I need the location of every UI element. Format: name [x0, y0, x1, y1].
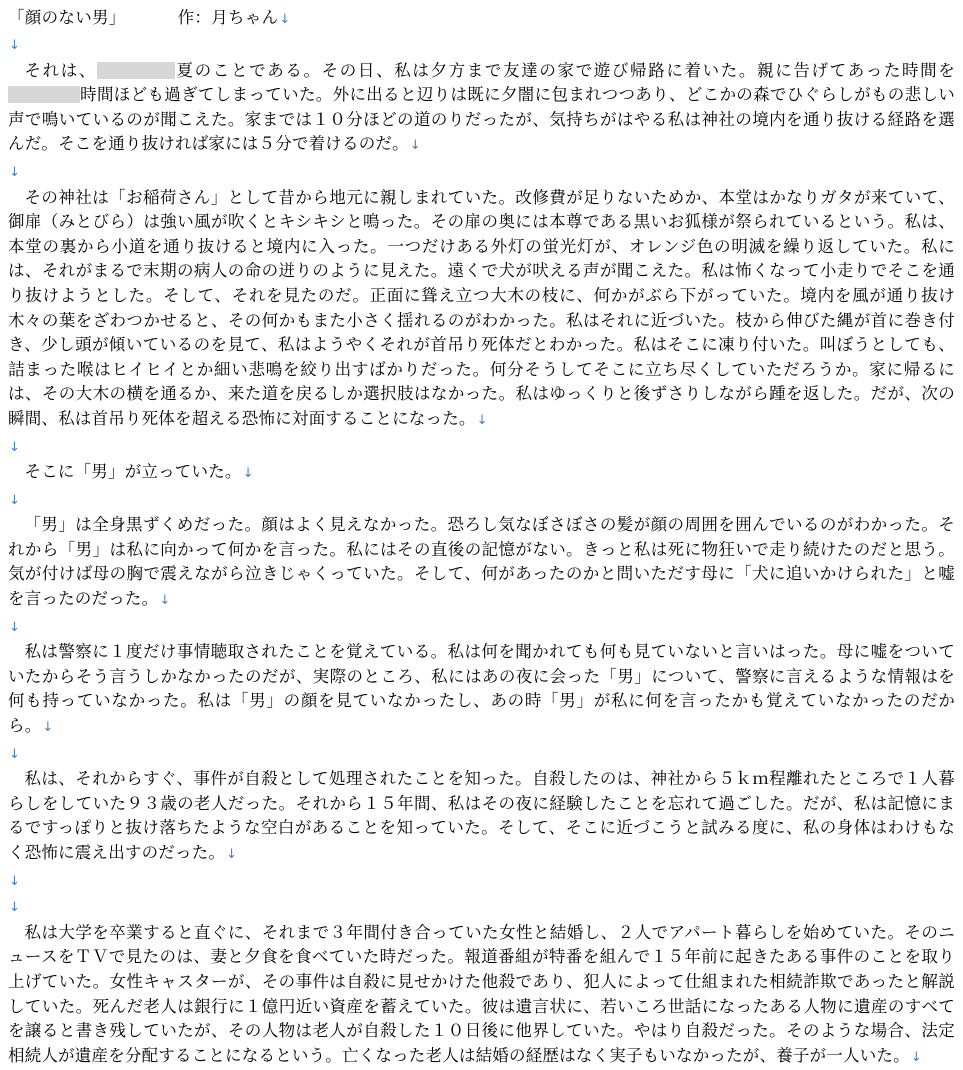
paragraph-mark-icon: ↓ [159, 593, 171, 609]
paragraph-mark-icon: ↓ [9, 746, 20, 762]
text-run: 「男」は全身黒ずくめだった。顔はよく見えなかった。恐ろし気なぼさぼさの髪が顔の周囲を囲んでいるのがわかった。それから「男」は私に向かって何かを言った。私にはその直後の記憶がない。きっと私は死に物狂いで走り続けたのだと思う。気が付けば母の胸で震えながら泣きじゃくっていた。そして、何があったのかと問いただす母に「犬に追いかけられた」と嘘を言ったのだった。 [8, 515, 955, 609]
text-run: 時間ほども過ぎてしまっていた。外に出ると辺りは既に夕闇に包まれつつあり、どこかの森でひぐらしがもの悲しい声で鳴いているのが聞こえた。家までは１０分ほどの道のりだったが、気持ちがはやる私は神社の境内を通り抜ける経路を選んだ。そこを通り抜ければ家には５分で着けるのだ。 [8, 85, 955, 154]
paragraph-mark-icon: ↓ [226, 847, 238, 862]
text-run: 私は、それからすぐ、事件が自殺として処理されたことを知った。自殺したのは、神社から５ｋｍ程離れたところで１人暮らしをしていた９３歳の老人だった。それから１５年間、私はその夜に経験したことを忘れて過ごした。だが、私は記憶にまるですっぽりと抜け落ちたような空白があることを知っていた。そして、そこに近づこうと試みる度に、私の身体はわけもなく恐怖に震え出すのだった。 [8, 769, 955, 862]
redaction-block [8, 86, 80, 103]
redaction-block [97, 62, 175, 79]
paragraph-mark-icon: ↓ [9, 439, 20, 455]
text-run: 私は警察に１度だけ事情聴取されたことを覚えている。私は何を聞かれても何も見ていないと言いはった。母に嘘をついていたからそう言うしかなかったのだが、実際のところ、私にはあの夜に会った「男」について、警察に言えるような情報はを何も持っていなかった。私は「男」の顔を見ていなかったし、あの時「男」が私に何を言ったかも覚えていなかったのだから。 [8, 642, 955, 736]
paragraph-mark-icon: ↓ [476, 412, 488, 428]
paragraph-6 [8, 767, 955, 867]
text-run: 夏のことである。その日、私は夕方まで友達の家で遊び帰路に着いた。親に告げてあった時間を [175, 60, 955, 80]
paragraph-mark-icon: ↓ [9, 900, 20, 916]
paragraph-mark-icon: ↓ [242, 466, 254, 482]
text-run: その神社は「お稲荷さん」として昔から地元に親しまれていた。改修費が足りないためか、本堂はかなりガタが来ていて、御扉（みとびら）は強い風が吹くとキシキシと鳴った。その扉の奥には本尊である黒いお狐様が祭られているという。私は、本堂の裏から小道を通り抜けると境内に入った。一つだけある外灯の蛍光灯が、オレンジ色の明滅を繰り返していた。私には、それがまるで末期の病人の命の迸りのように見えた。遠くで犬が吠える声が聞こえた。私は怖くなって小走りでそこを通り抜けようとした。そして、それを見たのだ。正面に聳え立つ大木の枝に、何かがぶら下がっていた。境内を風が通り抜け木々の葉をざわつかせると、その何かもまた小さく揺れるのがわかった。私はそれに近づいた。枝から伸びた縄が首に巻き付き、少し頭が傾いているのを見て、私はようやくそれが首吊り死体だとわかった。私はそこに凍り付いた。叫ぼうとしても、詰まった喉はヒイヒイとか細い悲鳴を絞り出すばかりだった。何分そうしてそこに立ち尽くしていただろうか。家に帰るには、その大木の横を通るか、来た道を戻るしか選択肢はなかった。私はゆっくりと後ずさりしながら踵を返した。だが、次の瞬間、私は首吊り死体を超える恐怖に対面することになった。 [8, 187, 955, 428]
paragraph-mark-icon: ↓ [9, 492, 20, 508]
blank-line-2 [8, 159, 955, 186]
blank-line-6 [8, 741, 955, 768]
paragraph-mark-icon: ↓ [910, 1049, 922, 1065]
paragraph-mark-icon: ↓ [9, 164, 20, 180]
paragraph-4 [8, 513, 955, 613]
blank-line-4 [8, 487, 955, 514]
blank-line-1 [8, 32, 955, 59]
paragraph-mark-icon: ↓ [9, 873, 20, 889]
blank-line-3 [8, 434, 955, 461]
blank-line-8 [8, 894, 955, 921]
paragraph-mark-icon: ↓ [9, 619, 20, 635]
blank-line-5 [8, 614, 955, 641]
paragraph-2 [8, 186, 955, 434]
document-title-line [8, 6, 955, 32]
blank-line-7 [8, 868, 955, 895]
paragraph-3 [8, 460, 955, 487]
text-run: そこに「男」が立っていた。 [24, 462, 242, 482]
paragraph-mark-icon: ↓ [42, 720, 54, 736]
author-label: 作：月ちゃん [177, 8, 279, 27]
paragraph-mark-icon: ↓ [279, 12, 291, 27]
paragraph-7 [8, 921, 955, 1070]
paragraph-5 [8, 640, 955, 740]
page-title: 「顔のない男」 [8, 8, 126, 27]
paragraph-mark-icon: ↓ [9, 38, 20, 53]
paragraph-mark-icon: ↓ [409, 138, 421, 154]
text-run: 私は大学を卒業すると直ぐに、それまで３年間付き合っていた女性と結婚し、２人でアパート暮らしを始めていた。そのニュースをＴＶで見たのは、妻と夕食を食べていた時だった。報道番組が特番を組んで１５年前に起きたある事件のことを取り上げていた。女性キャスターが、その事件は自殺に見せかけた他殺であり、犯人によって仕組まれた相続詐欺であったと解説していた。死んだ老人は銀行に１億円近い資産を蓄えていた。彼は遺言状に、若いころ世話になったある人物に遺産のすべてを譲ると書き残していたが、その人物は老人が自殺した１０日後に他界していた。やはり自殺だった。そのような場合、法定相続人が遺産を分配することになるという。亡くなった老人は結婚の経歴はなく実子もいなかったが、養子が一人いた。 [8, 922, 955, 1065]
paragraph-1 [8, 59, 955, 159]
text-run: それは、 [24, 60, 98, 80]
